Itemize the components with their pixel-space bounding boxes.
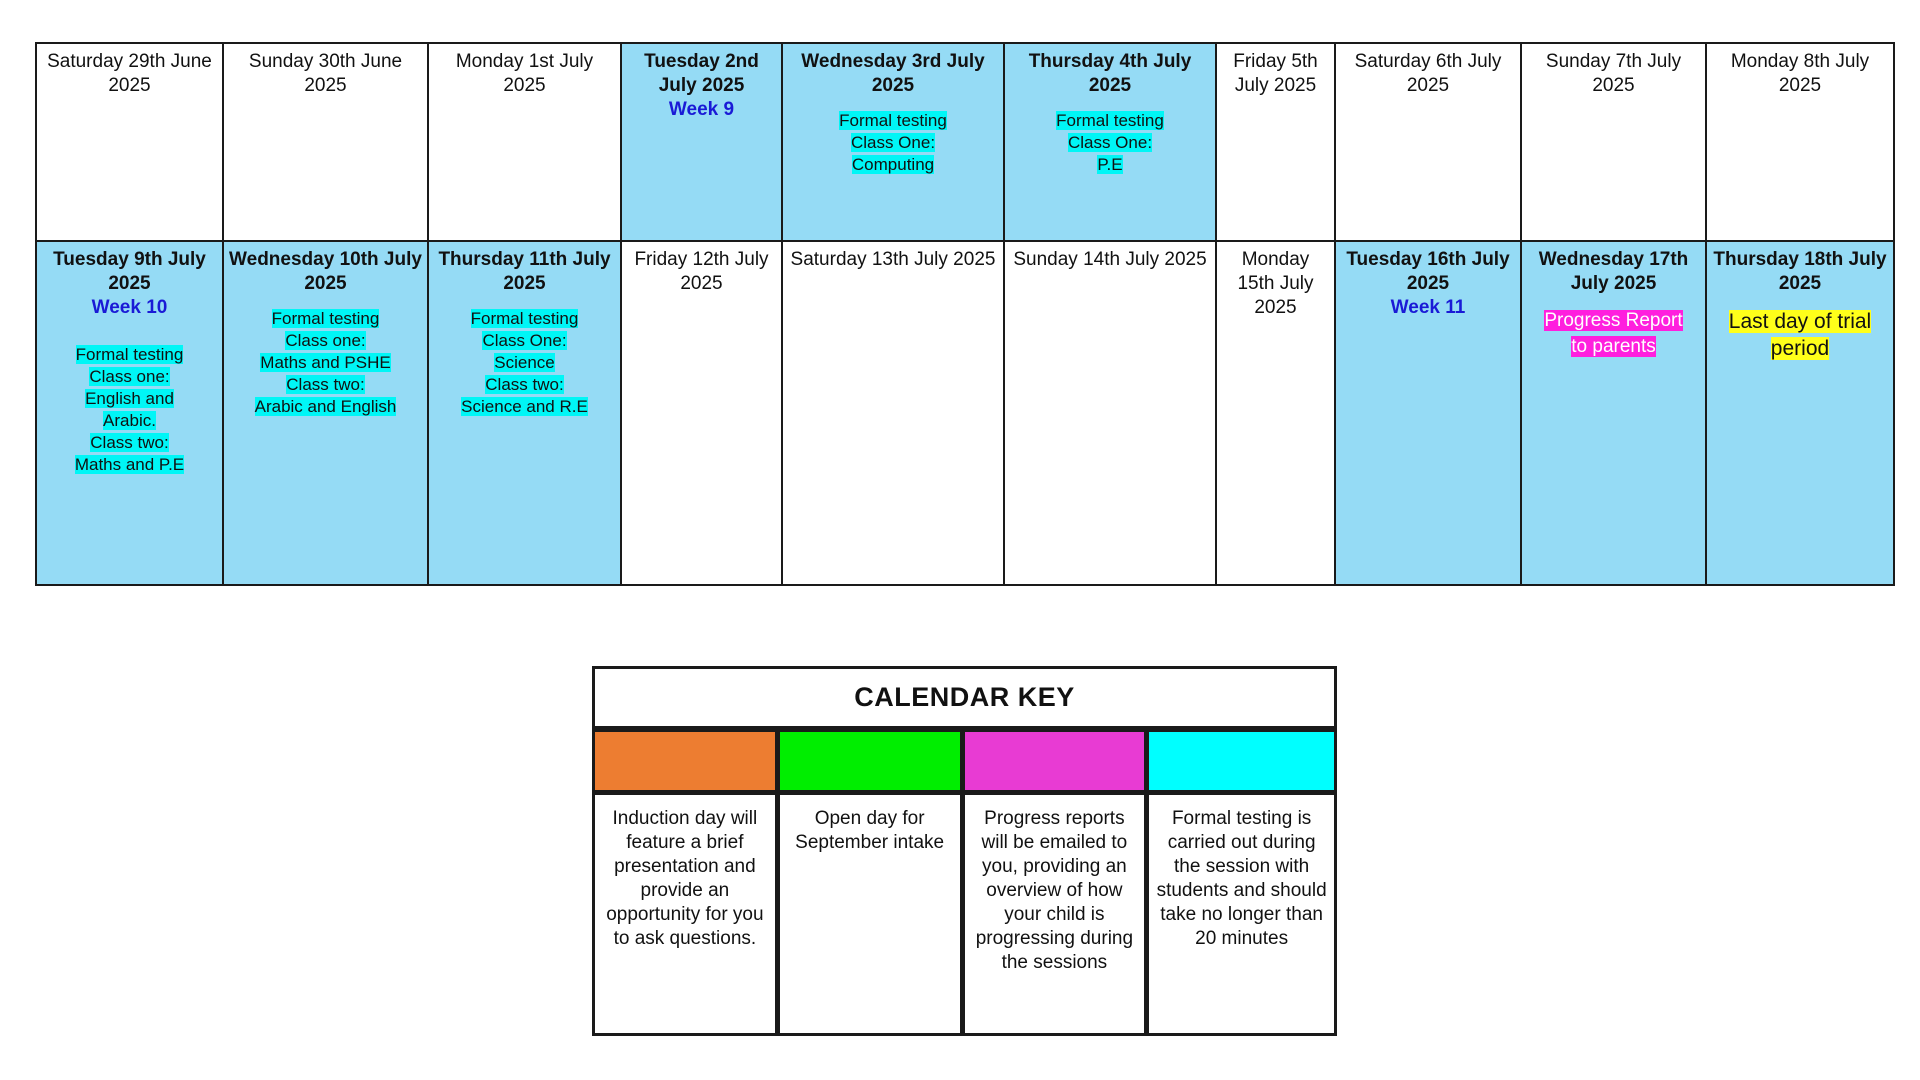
event-line: Science and R.E — [461, 397, 588, 416]
calendar-row-2 — [36, 241, 1894, 585]
key-column-progress-reports — [965, 729, 1150, 1033]
week-label: Week 10 — [91, 297, 168, 318]
key-description: Formal testing is carried out during the session with students and should take no longer than 20 minutes — [1156, 808, 1327, 949]
day-date: Monday 15th July 2025 — [1237, 249, 1314, 318]
day-cell — [621, 43, 782, 241]
calendar-key-title: CALENDAR KEY — [595, 669, 1334, 729]
day-date: Saturday 13th July 2025 — [790, 249, 996, 270]
event-line: Class one: — [285, 331, 366, 350]
day-date: Wednesday 3rd July 2025 — [801, 51, 985, 96]
event-list — [228, 308, 423, 418]
event-line: Class two: — [286, 375, 365, 394]
event-line: Class One: — [850, 133, 936, 152]
day-cell — [223, 241, 428, 585]
event-line: Formal testing — [839, 111, 947, 130]
day-date: Thursday 4th July 2025 — [1028, 51, 1192, 96]
event-list — [433, 308, 616, 418]
event-line: Computing — [851, 155, 935, 174]
day-cell — [1004, 241, 1216, 585]
term-calendar — [35, 42, 1895, 586]
event-line: Maths and P.E — [74, 455, 185, 474]
day-date: Friday 5th July 2025 — [1233, 51, 1318, 96]
day-cell — [36, 43, 223, 241]
day-cell — [782, 241, 1004, 585]
color-swatch-green — [780, 729, 960, 795]
key-column-induction — [595, 729, 780, 1033]
progress-report-event: Progress Report to parents — [1544, 310, 1683, 357]
color-swatch-orange — [595, 729, 775, 795]
event-line: Arabic. — [103, 411, 156, 430]
day-date: Thursday 11th July 2025 — [438, 249, 611, 294]
event-list — [1526, 308, 1701, 360]
event-line: Class one: — [89, 367, 170, 386]
event-line: P.E — [1097, 155, 1123, 174]
day-cell — [428, 43, 621, 241]
day-date: Monday 8th July 2025 — [1730, 51, 1870, 96]
event-line: Class One: — [1067, 133, 1153, 152]
day-cell — [1216, 241, 1335, 585]
day-date: Sunday 14th July 2025 — [1013, 249, 1207, 270]
day-date: Thursday 18th July 2025 — [1713, 249, 1887, 294]
day-date: Sunday 30th June 2025 — [248, 51, 403, 96]
day-date: Friday 12th July 2025 — [634, 249, 769, 294]
week-label: Week 9 — [668, 99, 735, 120]
event-line: Class two: — [90, 433, 169, 452]
day-cell — [1335, 241, 1521, 585]
last-day-event: Last day of trial period — [1728, 310, 1872, 360]
day-date: Sunday 7th July 2025 — [1545, 51, 1682, 96]
key-column-open-day — [780, 729, 965, 1033]
day-date: Wednesday 17th July 2025 — [1538, 249, 1689, 294]
event-list — [787, 110, 999, 176]
event-line: Formal testing — [470, 309, 579, 328]
day-cell — [1335, 43, 1521, 241]
day-date: Tuesday 16th July 2025 — [1346, 249, 1510, 294]
day-cell — [621, 241, 782, 585]
event-line: Class One: — [482, 331, 567, 350]
day-cell — [1706, 43, 1894, 241]
day-cell — [1706, 241, 1894, 585]
day-date: Tuesday 9th July 2025 — [53, 249, 206, 294]
day-date: Saturday 29th June 2025 — [47, 51, 212, 96]
day-date: Saturday 6th July 2025 — [1354, 51, 1502, 96]
day-date: Tuesday 2nd July 2025 — [644, 51, 759, 96]
event-list — [41, 344, 218, 476]
day-cell — [428, 241, 621, 585]
key-column-formal-testing — [1149, 729, 1334, 1033]
day-cell — [36, 241, 223, 585]
event-line: English and — [85, 389, 174, 408]
day-cell — [1004, 43, 1216, 241]
day-cell — [223, 43, 428, 241]
day-date: Monday 1st July 2025 — [455, 51, 594, 96]
day-cell — [782, 43, 1004, 241]
day-cell — [1216, 43, 1335, 241]
event-line: Formal testing — [1056, 111, 1164, 130]
key-description: Open day for September intake — [795, 808, 945, 853]
event-line: Class two: — [485, 375, 564, 394]
event-list — [1711, 308, 1889, 362]
day-date: Wednesday 10th July 2025 — [229, 249, 422, 294]
calendar-key-grid — [595, 729, 1334, 1033]
event-list — [1009, 110, 1211, 176]
week-label: Week 11 — [1390, 297, 1466, 318]
event-line: Maths and PSHE — [260, 353, 391, 372]
event-line: Science — [494, 353, 555, 372]
color-swatch-magenta — [965, 729, 1145, 795]
event-line: Arabic and English — [254, 397, 397, 416]
event-line: Formal testing — [271, 309, 380, 328]
color-swatch-cyan — [1149, 729, 1334, 795]
day-cell — [1521, 241, 1706, 585]
day-cell — [1521, 43, 1706, 241]
calendar-key — [592, 666, 1337, 1036]
calendar-row-1 — [36, 43, 1894, 241]
event-line: Formal testing — [75, 345, 184, 364]
key-description: Progress reports will be emailed to you, providing an overview of how your child is progressing during the sessions — [975, 808, 1134, 973]
key-description: Induction day will feature a brief presentation and provide an opportunity for you to ask questions. — [606, 808, 764, 949]
